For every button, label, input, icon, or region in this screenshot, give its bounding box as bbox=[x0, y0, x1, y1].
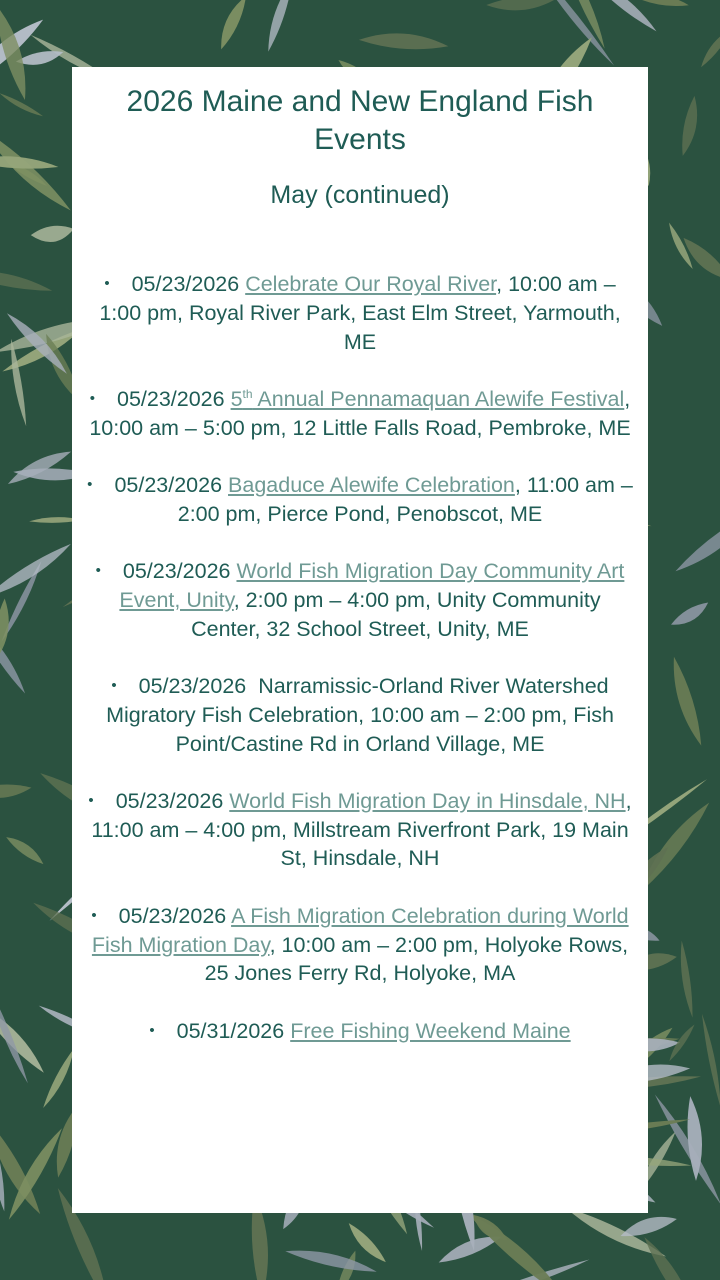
event-item-narramissic bbox=[82, 672, 638, 758]
event-item-free-fishing bbox=[82, 1017, 638, 1046]
event-link-bagaduce[interactable]: Bagaduce Alewife Celebration bbox=[228, 472, 515, 497]
event-date: 05/23/2026 bbox=[131, 272, 240, 296]
bullet-icon: • bbox=[104, 275, 110, 292]
event-date: 05/23/2026 bbox=[118, 903, 227, 928]
event-item-unity bbox=[82, 557, 638, 643]
event-link-text: Annual Pennamaquan Alewife Festival bbox=[252, 386, 625, 411]
bullet-icon: • bbox=[91, 906, 97, 924]
event-link-hinsdale[interactable]: World Fish Migration Day in Hinsdale, NH bbox=[229, 788, 626, 813]
event-details: , 11:00 am – 4:00 pm, Millstream Riverfront Park, 19 Main St, Hinsdale, NH bbox=[91, 788, 632, 871]
event-link-ordinal: 5 bbox=[230, 386, 243, 411]
event-date: 05/23/2026 bbox=[122, 559, 231, 584]
events-card bbox=[72, 67, 648, 1213]
event-details: , 10:00 am – 2:00 pm, Holyoke Rows, 25 Jones Ferry Rd, Holyoke, MA bbox=[204, 932, 629, 986]
event-link-royal-river[interactable]: Celebrate Our Royal River bbox=[245, 272, 497, 296]
month-subtitle: May (continued) bbox=[270, 181, 450, 209]
event-text: Narramissic-Orland River Watershed Migratory Fish Celebration, 10:00 am – 2:00 pm, Fish Point/Castine Rd in Orland Village, ME bbox=[106, 673, 614, 756]
event-details: , 2:00 pm – 4:00 pm, Unity Community Center, 32 School Street, Unity, ME bbox=[191, 587, 601, 641]
event-link-holyoke[interactable]: A Fish Migration Celebration during World Fish Migration Day bbox=[91, 903, 629, 957]
bullet-icon: • bbox=[89, 389, 95, 407]
event-link-free-fishing[interactable]: Free Fishing Weekend Maine bbox=[290, 1018, 571, 1043]
event-item-pennamaquan bbox=[82, 385, 638, 443]
event-item-royal-river bbox=[82, 270, 638, 356]
event-date: 05/23/2026 bbox=[138, 673, 247, 698]
event-link-pennamaquan[interactable] bbox=[231, 387, 625, 411]
event-date: 05/23/2026 bbox=[114, 472, 223, 497]
page-title: 2026 Maine and New England Fish Events bbox=[126, 85, 594, 156]
event-item-bagaduce bbox=[82, 471, 638, 529]
bullet-icon: • bbox=[111, 676, 117, 694]
event-details: , 10:00 am – 1:00 pm, Royal River Park, East Elm Street, Yarmouth, ME bbox=[99, 272, 621, 354]
bullet-icon: • bbox=[87, 475, 93, 493]
event-date: 05/23/2026 bbox=[116, 386, 225, 411]
event-list bbox=[82, 270, 638, 1045]
bullet-icon: • bbox=[149, 1021, 155, 1039]
event-details: , 11:00 am – 2:00 pm, Pierce Pond, Penobscot, ME bbox=[177, 472, 633, 526]
bullet-icon: • bbox=[88, 791, 94, 809]
event-item-holyoke bbox=[82, 902, 638, 988]
event-date: 05/23/2026 bbox=[115, 788, 224, 813]
event-item-hinsdale bbox=[82, 787, 638, 873]
event-details: , 10:00 am – 5:00 pm, 12 Little Falls Road, Pembroke, ME bbox=[89, 386, 631, 440]
event-link-unity[interactable]: World Fish Migration Day Community Art Event, Unity bbox=[119, 559, 625, 612]
event-link-ordinal-suffix: th bbox=[242, 386, 253, 401]
event-date: 05/31/2026 bbox=[176, 1018, 285, 1043]
bullet-icon: • bbox=[95, 562, 101, 580]
